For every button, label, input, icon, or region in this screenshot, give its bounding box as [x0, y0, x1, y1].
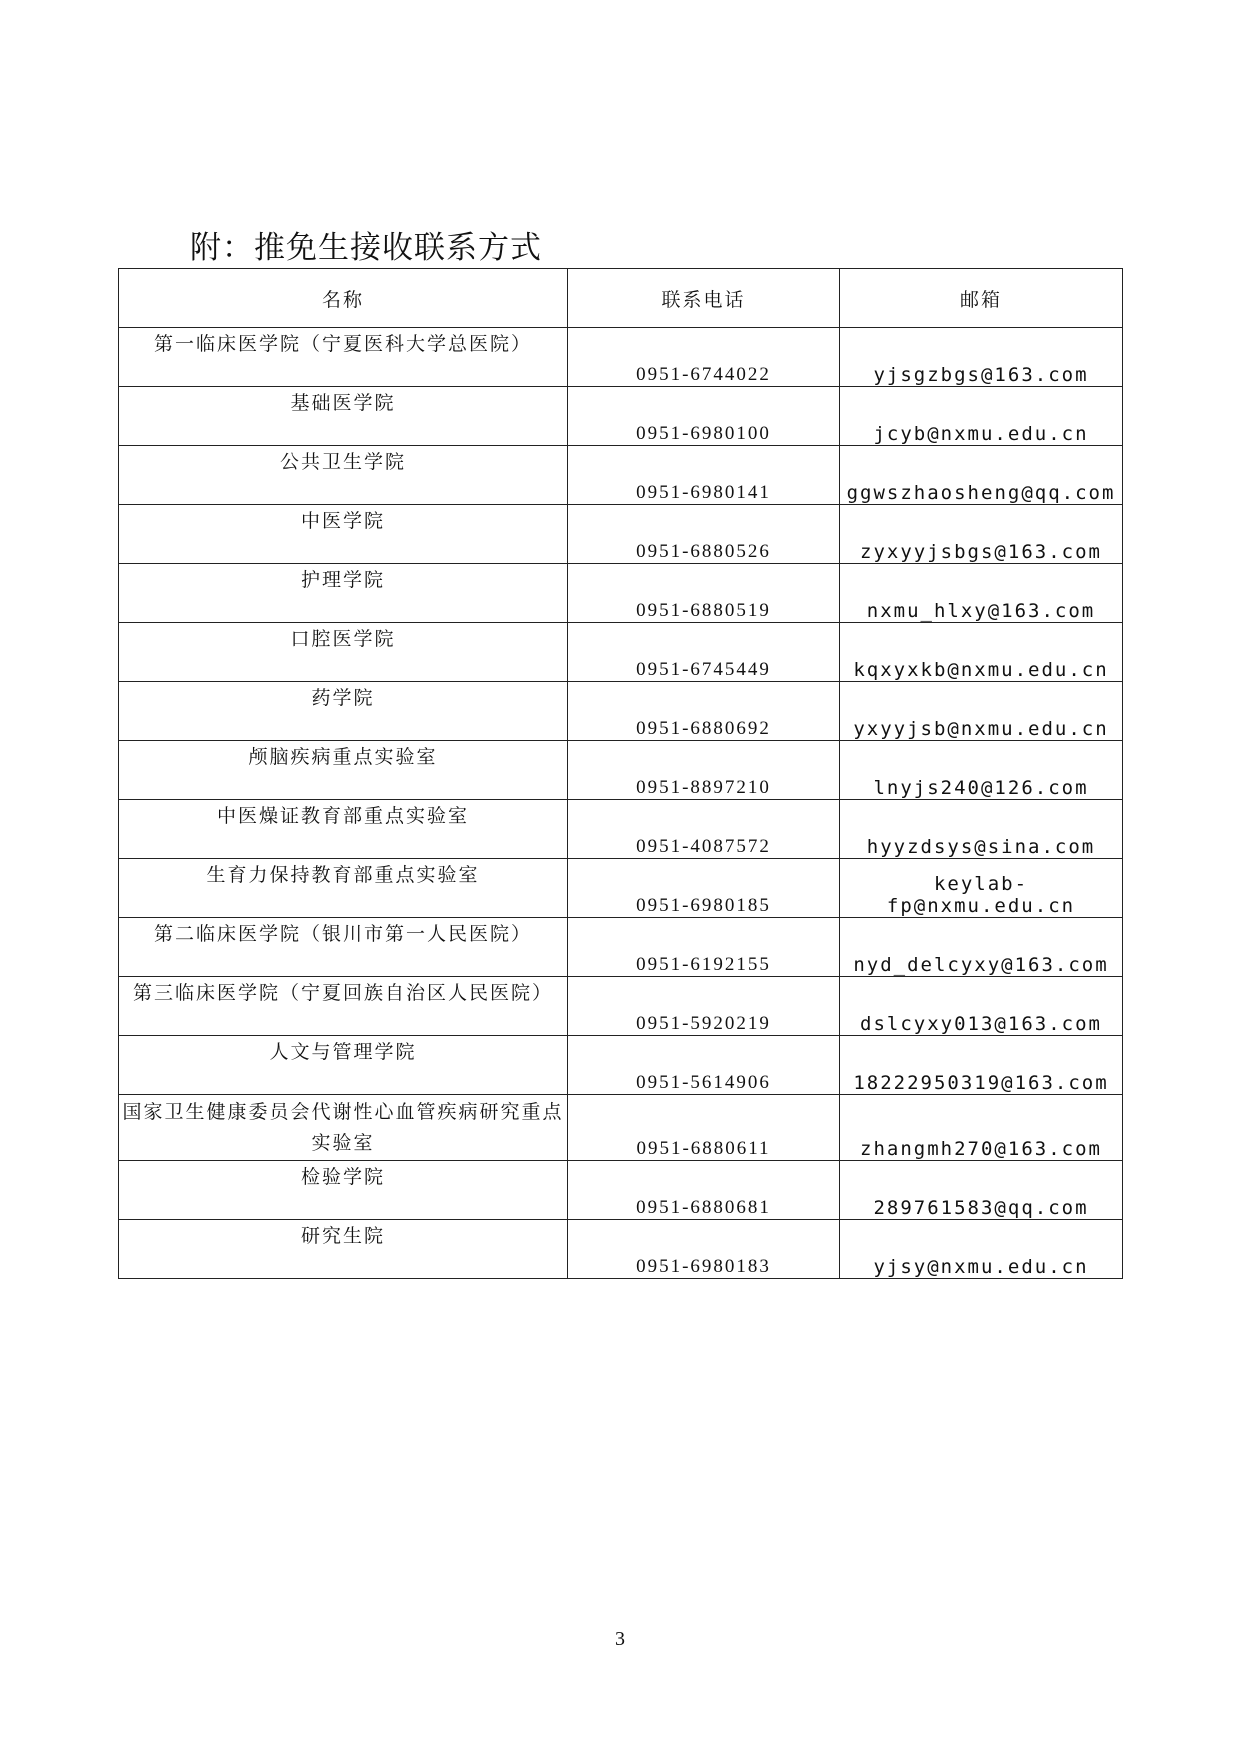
table-row	[119, 800, 1123, 859]
unit-phone: 0951-5920219	[568, 977, 840, 1036]
table-row	[119, 387, 1123, 446]
table-row	[119, 977, 1123, 1036]
unit-phone: 0951-6980183	[568, 1220, 840, 1279]
unit-email: zhangmh270@163.com	[840, 1095, 1123, 1161]
header-email: 邮箱	[840, 269, 1123, 328]
unit-email: yjsgzbgs@163.com	[840, 328, 1123, 387]
unit-email: dslcyxy013@163.com	[840, 977, 1123, 1036]
contacts-table	[118, 268, 1123, 1279]
table-row	[119, 505, 1123, 564]
unit-phone: 0951-6880692	[568, 682, 840, 741]
unit-name: 检验学院	[119, 1161, 568, 1220]
unit-name: 公共卫生学院	[119, 446, 568, 505]
table-row	[119, 1220, 1123, 1279]
unit-name: 基础医学院	[119, 387, 568, 446]
unit-phone: 0951-6744022	[568, 328, 840, 387]
unit-phone: 0951-6192155	[568, 918, 840, 977]
unit-phone: 0951-6880519	[568, 564, 840, 623]
unit-email: 289761583@qq.com	[840, 1161, 1123, 1220]
unit-name: 第三临床医学院（宁夏回族自治区人民医院）	[119, 977, 568, 1036]
table-row	[119, 682, 1123, 741]
unit-email: ggwszhaosheng@qq.com	[840, 446, 1123, 505]
unit-name: 第二临床医学院（银川市第一人民医院）	[119, 918, 568, 977]
page-number: 3	[615, 1628, 625, 1650]
unit-phone: 0951-5614906	[568, 1036, 840, 1095]
unit-phone: 0951-8897210	[568, 741, 840, 800]
unit-email: yjsy@nxmu.edu.cn	[840, 1220, 1123, 1279]
table-header-row	[119, 269, 1123, 328]
unit-email: nxmu_hlxy@163.com	[840, 564, 1123, 623]
unit-email: zyxyyjsbgs@163.com	[840, 505, 1123, 564]
unit-phone: 0951-6980100	[568, 387, 840, 446]
unit-name: 研究生院	[119, 1220, 568, 1279]
table-row	[119, 1036, 1123, 1095]
table-row	[119, 1161, 1123, 1220]
unit-email: hyyzdsys@sina.com	[840, 800, 1123, 859]
unit-name: 中医燥证教育部重点实验室	[119, 800, 568, 859]
unit-name: 中医学院	[119, 505, 568, 564]
unit-name: 生育力保持教育部重点实验室	[119, 859, 568, 918]
unit-name: 护理学院	[119, 564, 568, 623]
table-row	[119, 446, 1123, 505]
page-heading: 附：推免生接收联系方式	[190, 230, 542, 266]
unit-phone: 0951-6880611	[568, 1095, 840, 1161]
unit-email: kqxyxkb@nxmu.edu.cn	[840, 623, 1123, 682]
unit-email: lnyjs240@126.com	[840, 741, 1123, 800]
unit-name: 口腔医学院	[119, 623, 568, 682]
unit-phone: 0951-6980185	[568, 859, 840, 918]
unit-name: 人文与管理学院	[119, 1036, 568, 1095]
table-row	[119, 328, 1123, 387]
unit-email: yxyyjsb@nxmu.edu.cn	[840, 682, 1123, 741]
table-row	[119, 564, 1123, 623]
table-row	[119, 741, 1123, 800]
header-name: 名称	[119, 269, 568, 328]
unit-name: 药学院	[119, 682, 568, 741]
unit-phone: 0951-4087572	[568, 800, 840, 859]
unit-name: 颅脑疾病重点实验室	[119, 741, 568, 800]
table-row	[119, 1095, 1123, 1161]
unit-email: nyd_delcyxy@163.com	[840, 918, 1123, 977]
header-phone: 联系电话	[568, 269, 840, 328]
table-row	[119, 918, 1123, 977]
unit-email: keylab-fp@nxmu.edu.cn	[840, 859, 1123, 918]
unit-name: 国家卫生健康委员会代谢性心血管疾病研究重点实验室	[119, 1095, 568, 1161]
table-row	[119, 623, 1123, 682]
unit-phone: 0951-6745449	[568, 623, 840, 682]
unit-phone: 0951-6880681	[568, 1161, 840, 1220]
unit-email: 18222950319@163.com	[840, 1036, 1123, 1095]
unit-name: 第一临床医学院（宁夏医科大学总医院）	[119, 328, 568, 387]
table-row	[119, 859, 1123, 918]
unit-phone: 0951-6980141	[568, 446, 840, 505]
unit-phone: 0951-6880526	[568, 505, 840, 564]
unit-email: jcyb@nxmu.edu.cn	[840, 387, 1123, 446]
